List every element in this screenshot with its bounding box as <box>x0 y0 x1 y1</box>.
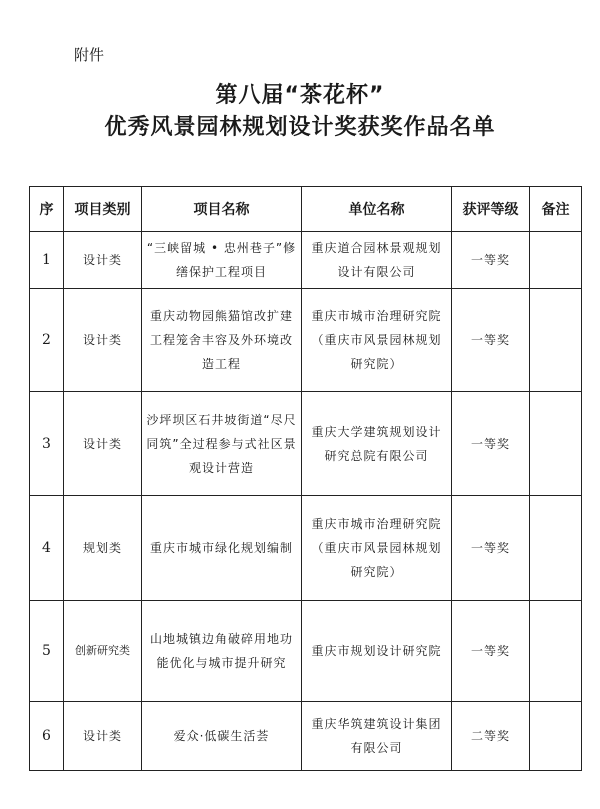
row-project-name: 沙坪坝区石井坡街道“尽尺同筑”全过程参与式社区景观设计营造 <box>142 392 302 496</box>
row-project-name: 重庆动物园熊猫馆改扩建工程笼舍丰容及外环境改造工程 <box>142 289 302 392</box>
row-category: 设计类 <box>64 289 142 392</box>
document-title-line1: 第八届“茶花杯” <box>215 83 385 108</box>
document-title-line2: 优秀风景园林规划设计奖获奖作品名单 <box>104 115 496 140</box>
row-note <box>530 702 582 771</box>
header-unit-name: 单位名称 <box>302 187 452 232</box>
header-category: 项目类别 <box>64 187 142 232</box>
table-row <box>30 392 582 496</box>
row-category: 规划类 <box>64 496 142 601</box>
row-grade: 一等奖 <box>452 496 530 601</box>
award-list-table <box>29 186 582 771</box>
table-row <box>30 289 582 392</box>
header-note: 备注 <box>530 187 582 232</box>
row-note <box>530 601 582 702</box>
row-unit-name: 重庆大学建筑规划设计研究总院有限公司 <box>302 392 452 496</box>
row-unit-name: 重庆市城市治理研究院（重庆市风景园林规划研究院） <box>302 496 452 601</box>
row-unit-name: 重庆市规划设计研究院 <box>302 601 452 702</box>
row-seq: 1 <box>30 232 64 289</box>
table-row <box>30 232 582 289</box>
table-row <box>30 702 582 771</box>
row-unit-name: 重庆市城市治理研究院（重庆市风景园林规划研究院） <box>302 289 452 392</box>
row-grade: 一等奖 <box>452 601 530 702</box>
row-grade: 一等奖 <box>452 392 530 496</box>
row-category: 设计类 <box>64 702 142 771</box>
row-grade: 二等奖 <box>452 702 530 771</box>
row-project-name: 山地城镇边角破碎用地功能优化与城市提升研究 <box>142 601 302 702</box>
row-seq: 5 <box>30 601 64 702</box>
row-note <box>530 289 582 392</box>
row-seq: 4 <box>30 496 64 601</box>
row-seq: 6 <box>30 702 64 771</box>
row-project-name: 爱众·低碳生活荟 <box>142 702 302 771</box>
attachment-label: 附件 <box>74 46 105 64</box>
table-row <box>30 601 582 702</box>
row-category: 创新研究类 <box>64 601 142 702</box>
header-grade: 获评等级 <box>452 187 530 232</box>
row-grade: 一等奖 <box>452 289 530 392</box>
row-note <box>530 232 582 289</box>
row-seq: 3 <box>30 392 64 496</box>
row-unit-name: 重庆华筑建筑设计集团有限公司 <box>302 702 452 771</box>
header-project-name: 项目名称 <box>142 187 302 232</box>
row-note <box>530 496 582 601</box>
row-project-name: 重庆市城市绿化规划编制 <box>142 496 302 601</box>
row-note <box>530 392 582 496</box>
table-header-row <box>30 187 582 232</box>
row-seq: 2 <box>30 289 64 392</box>
row-category: 设计类 <box>64 392 142 496</box>
row-unit-name: 重庆道合园林景观规划设计有限公司 <box>302 232 452 289</box>
row-category: 设计类 <box>64 232 142 289</box>
table-row <box>30 496 582 601</box>
row-project-name: “三峡留城 • 忠州巷子”修缮保护工程项目 <box>142 232 302 289</box>
header-seq: 序 <box>30 187 64 232</box>
row-grade: 一等奖 <box>452 232 530 289</box>
